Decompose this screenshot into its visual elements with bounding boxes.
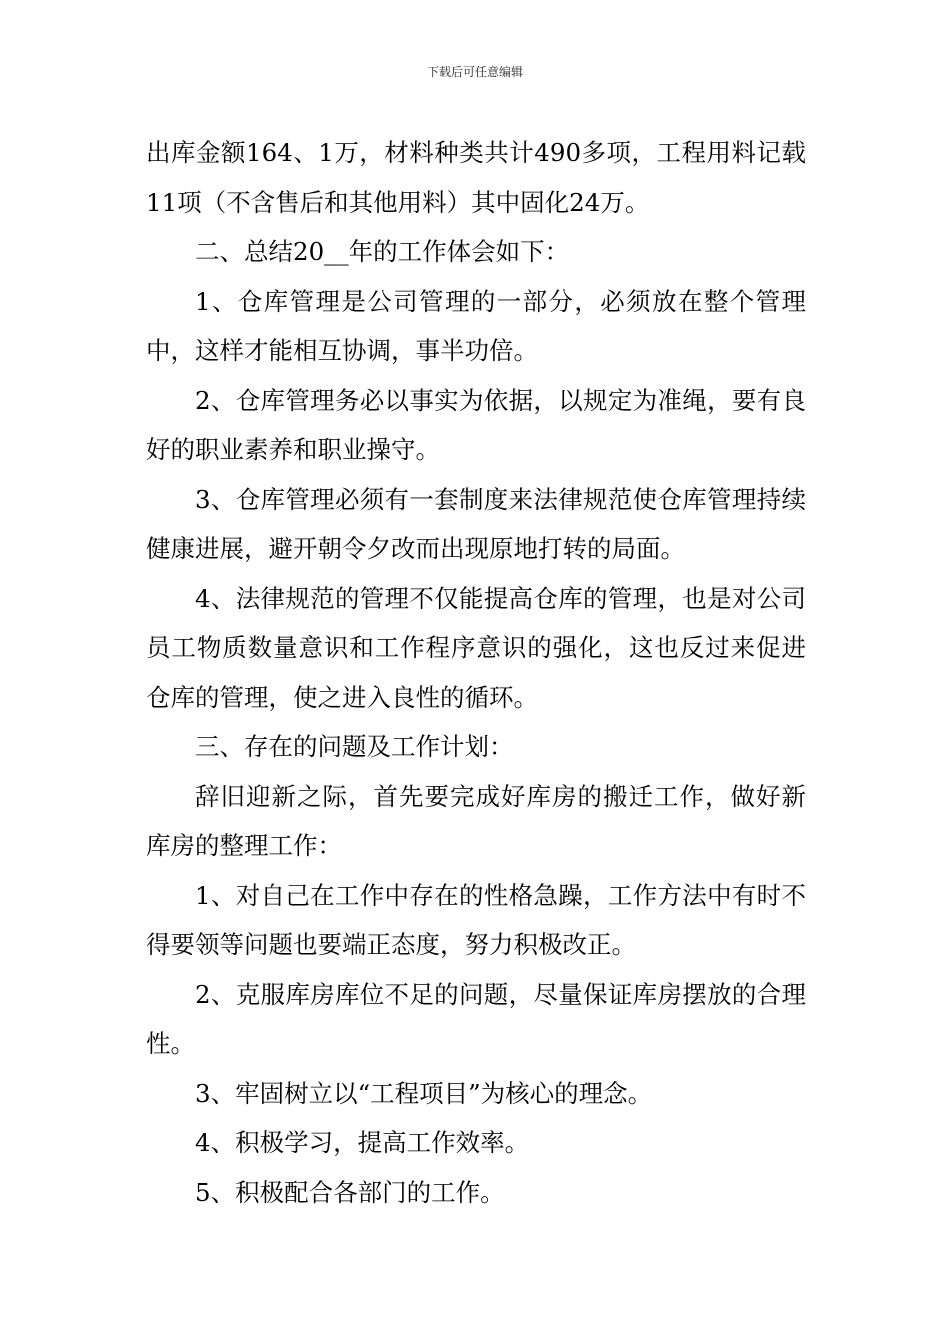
paragraph: 5、积极配合各部门的工作。 bbox=[195, 1177, 505, 1207]
paragraph: 1、对自己在工作中存在的性格急躁，工作方法中有时不得要领等问题也要端正态度，努力积极改正。 bbox=[146, 880, 806, 959]
paragraph: 4、积极学习，提高工作效率。 bbox=[195, 1128, 530, 1157]
paragraph: 3、仓库管理必须有一套制度来法律规范使仓库管理持续健康进展，避开朝令夕改而出现原地打转的局面。 bbox=[146, 484, 806, 563]
paragraph: 二、总结20__年的工作体会如下： bbox=[195, 237, 570, 266]
paragraph: 3、牢固树立以“工程项目”为核心的理念。 bbox=[195, 1078, 653, 1108]
section-heading: 三、存在的问题及工作计划： bbox=[195, 732, 514, 761]
page-header-note: 下载后可任意编辑 bbox=[426, 65, 523, 79]
paragraph: 1、仓库管理是公司管理的一部分，必须放在整个管理中，这样才能相互协调，事半功倍。 bbox=[146, 286, 806, 365]
document-body bbox=[146, 128, 806, 1217]
paragraph: 4、法律规范的管理不仅能提高仓库的管理，也是对公司员工物质数量意识和工作程序意识的强化，这也反过来促进仓库的管理，使之进入良性的循环。 bbox=[146, 583, 806, 712]
paragraph: 出库金额164、1万，材料种类共计490多项，工程用料记载11项（不含售后和其他用料）其中固化24万。 bbox=[146, 138, 806, 217]
paragraph: 2、仓库管理务必以事实为依据，以规定为准绳，要有良好的职业素养和职业操守。 bbox=[146, 385, 806, 464]
paragraph: 辞旧迎新之际，首先要完成好库房的搬迁工作，做好新库房的整理工作： bbox=[146, 781, 806, 860]
paragraph: 2、克服库房库位不足的问题，尽量保证库房摆放的合理性。 bbox=[146, 979, 806, 1058]
